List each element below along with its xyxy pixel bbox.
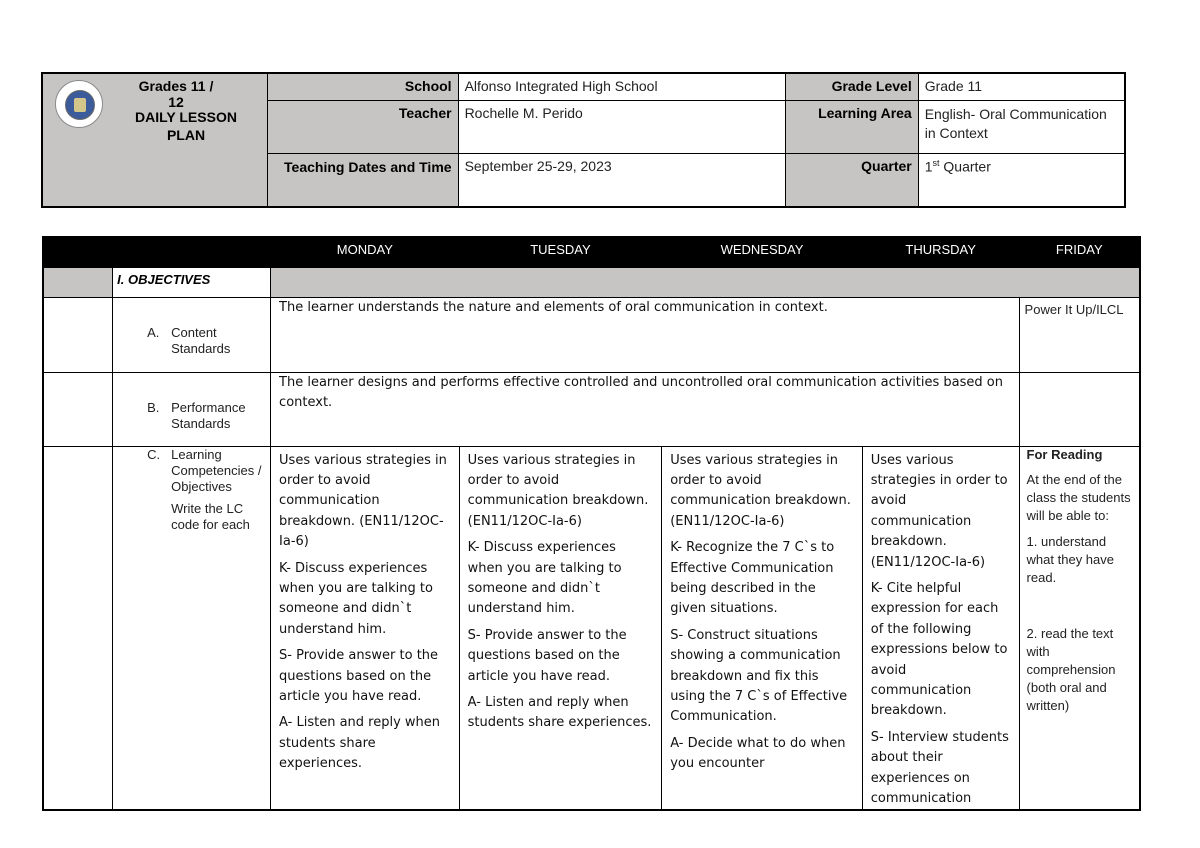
- deped-seal-icon: [55, 80, 103, 128]
- learning-competencies-label: C. Learning Competencies / Objectives Write the LC code for each: [113, 446, 271, 810]
- teacher-value: Rochelle M. Perido: [458, 100, 785, 153]
- objectives-heading: I. OBJECTIVES: [113, 267, 271, 297]
- teacher-label: Teacher: [267, 100, 458, 153]
- plan-title: DAILY LESSON PLAN: [135, 109, 237, 143]
- learning-area-value: English- Oral Communication in Context: [918, 100, 1125, 153]
- header-logo-cell: [42, 73, 267, 207]
- day-friday: FRIDAY: [1019, 237, 1140, 267]
- lc-code-note: Write the LC code for each: [171, 500, 250, 532]
- learning-competencies-row: [43, 446, 1140, 810]
- performance-standards-label: B. Performance Standards: [113, 372, 271, 446]
- day-wednesday: WEDNESDAY: [662, 237, 863, 267]
- header-table: [41, 72, 1126, 208]
- content-standards-friday: Power It Up/ILCL: [1019, 297, 1140, 372]
- learning-area-label: Learning Area: [785, 100, 918, 153]
- school-value: Alfonso Integrated High School: [458, 73, 785, 100]
- performance-standards-row: [43, 372, 1140, 446]
- content-standards-text: The learner understands the nature and elements of oral communication in context.: [271, 297, 1020, 372]
- school-label: School: [267, 73, 458, 100]
- lc-tuesday: Uses various strategies in order to avoid communication breakdown. (EN11/12OC-Ia-6) K- Discuss experiences when you are talking to someone and didn`t understand him. S- Provide answer to the questions based on the article you have read. A- Listen and reply when students share experiences.: [459, 446, 662, 810]
- lc-thursday: Uses various strategies in order to avoid communication breakdown. (EN11/12OC-Ia-6) K- Cite helpful expression for each of the following expressions below to avoid communication breakdown. S- Interview students about their experiences on communication: [862, 446, 1019, 810]
- quarter-value: 1st Quarter: [918, 153, 1125, 207]
- day-header-row: [43, 237, 1140, 267]
- grade-level-value: Grade 11: [918, 73, 1125, 100]
- grade-level-label: Grade Level: [785, 73, 918, 100]
- content-standards-label: A. Content Standards: [113, 297, 271, 372]
- performance-standards-text: The learner designs and performs effective controlled and uncontrolled oral communication activities based on context.: [271, 372, 1020, 446]
- objectives-row: [43, 267, 1140, 297]
- lc-friday: For Reading At the end of the class the students will be able to: 1. understand what they have read. 2. read the text with comprehension (both oral and written): [1019, 446, 1140, 810]
- lc-wednesday: Uses various strategies in order to avoid communication breakdown. (EN11/12OC-Ia-6) K- Recognize the 7 C`s to Effective Communication being described in the given situations. S- Construct situations showing a communication breakdown and fix this using the 7 C`s of Effective Communication. A- Decide what to do when you encounter: [662, 446, 863, 810]
- lc-monday: Uses various strategies in order to avoid communication breakdown. (EN11/12OC-Ia-6) K- Discuss experiences when you are talking to someone and didn`t understand him. S- Provide answer to the questions based on the article you have read. A- Listen and reply when students share experiences.: [271, 446, 460, 810]
- day-tuesday: TUESDAY: [459, 237, 662, 267]
- lesson-table: [42, 236, 1141, 811]
- dates-label: Teaching Dates and Time: [267, 153, 458, 207]
- day-monday: MONDAY: [271, 237, 460, 267]
- day-thursday: THURSDAY: [862, 237, 1019, 267]
- grades-label: Grades 11 / 12: [138, 78, 214, 110]
- dates-value: September 25-29, 2023: [458, 153, 785, 207]
- content-standards-row: [43, 297, 1140, 372]
- friday-reading-heading: For Reading: [1026, 446, 1103, 462]
- quarter-label: Quarter: [785, 153, 918, 207]
